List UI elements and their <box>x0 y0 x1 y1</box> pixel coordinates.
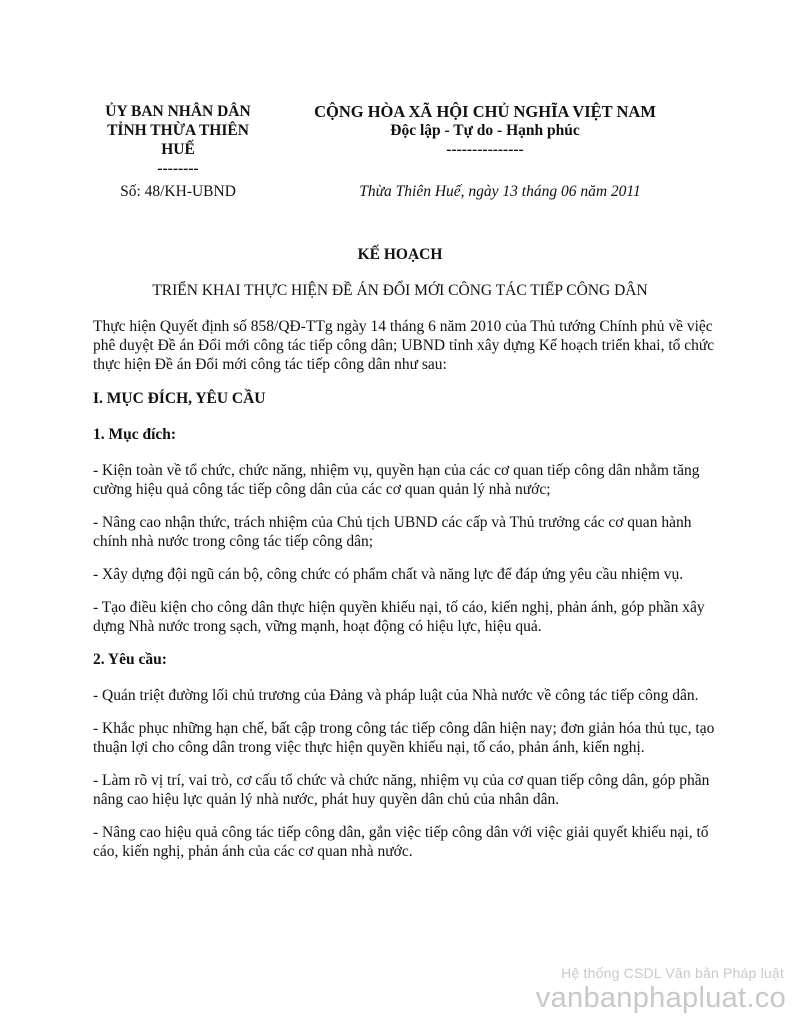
subsection-heading-requirements: 2. Yêu cầu: <box>93 651 167 668</box>
watermark-domain: vanbanphapluat.co <box>535 982 786 1014</box>
requirement-item: - Nâng cao hiệu quả công tác tiếp công dân, gắn việc tiếp công dân với việc giải quyết khiếu nại, tố cáo, kiến nghị, phản ánh của các cơ quan nhà nước. <box>93 824 709 860</box>
place-and-date: Thừa Thiên Huế, ngày 13 tháng 06 năm 2011 <box>359 183 641 200</box>
agency-line-1: ỦY BAN NHÂN DÂN <box>105 103 251 120</box>
document-subtitle: TRIỂN KHAI THỰC HIỆN ĐỀ ÁN ĐỔI MỚI CÔNG TÁC TIẾP CÔNG DÂN <box>152 282 648 299</box>
purpose-item: - Nâng cao nhận thức, trách nhiệm của Chủ tịch UBND các cấp và Thủ trưởng các cơ quan hành chính nhà nước trong công tác tiếp công dân; <box>93 514 692 550</box>
motto-rule: --------------- <box>446 141 524 158</box>
section-heading: I. MỤC ĐÍCH, YÊU CẦU <box>93 390 266 407</box>
document-title: KẾ HOẠCH <box>357 246 443 263</box>
requirement-item: - Quán triệt đường lối chủ trương của Đảng và pháp luật của Nhà nước về công tác tiếp công dân. <box>93 687 699 704</box>
national-motto: Độc lập - Tự do - Hạnh phúc <box>390 122 580 139</box>
purpose-item: - Tạo điều kiện cho công dân thực hiện quyền khiếu nại, tố cáo, kiến nghị, phản ánh, góp phần xây dựng Nhà nước trong sạch, vững mạnh, hoạt động có hiệu lực, hiệu quả. <box>93 599 705 635</box>
intro-paragraph: Thực hiện Quyết định số 858/QĐ-TTg ngày 14 tháng 6 năm 2010 của Thủ tướng Chính phủ về việc phê duyệt Đề án Đổi mới công tác tiếp công dân; UBND tỉnh xây dựng Kế hoạch triển khai, tổ chức thực hiện Đề án Đổi mới công tác tiếp công dân như sau: <box>93 318 715 373</box>
watermark-caption: Hệ thống CSDL Văn bản Pháp luật <box>561 965 784 981</box>
issuing-agency <box>88 102 268 178</box>
document-number: Số: 48/KH-UBND <box>120 183 236 200</box>
purpose-item: - Xây dựng đội ngũ cán bộ, công chức có phẩm chất và năng lực để đáp ứng yêu cầu nhiệm vụ. <box>93 566 684 583</box>
requirement-item: - Khắc phục những hạn chế, bất cập trong công tác tiếp công dân hiện nay; đơn giản hóa thủ tục, tạo thuận lợi cho công dân trong việc thực hiện quyền khiếu nại, tố cáo, phản ánh, kiến nghị. <box>93 720 715 756</box>
nation-name: CỘNG HÒA XÃ HỘI CHỦ NGHĨA VIỆT NAM <box>314 102 656 121</box>
agency-line-2: TỈNH THỪA THIÊN <box>107 122 249 139</box>
agency-rule: -------- <box>157 160 199 177</box>
subsection-heading-purpose: 1. Mục đích: <box>93 426 177 443</box>
agency-line-3: HUẾ <box>161 141 195 158</box>
site-watermark <box>536 965 786 1015</box>
requirement-item: - Làm rõ vị trí, vai trò, cơ cấu tổ chức và chức năng, nhiệm vụ của cơ quan tiếp công dân, góp phần nâng cao hiệu lực quản lý nhà nước, phát huy quyền dân chủ của nhân dân. <box>93 772 710 808</box>
purpose-item: - Kiện toàn về tổ chức, chức năng, nhiệm vụ, quyền hạn của các cơ quan tiếp công dân nhằm tăng cường hiệu quả công tác tiếp công dân của các cơ quan quản lý nhà nước; <box>93 462 700 498</box>
document-body <box>93 317 718 875</box>
national-heading <box>280 102 690 159</box>
